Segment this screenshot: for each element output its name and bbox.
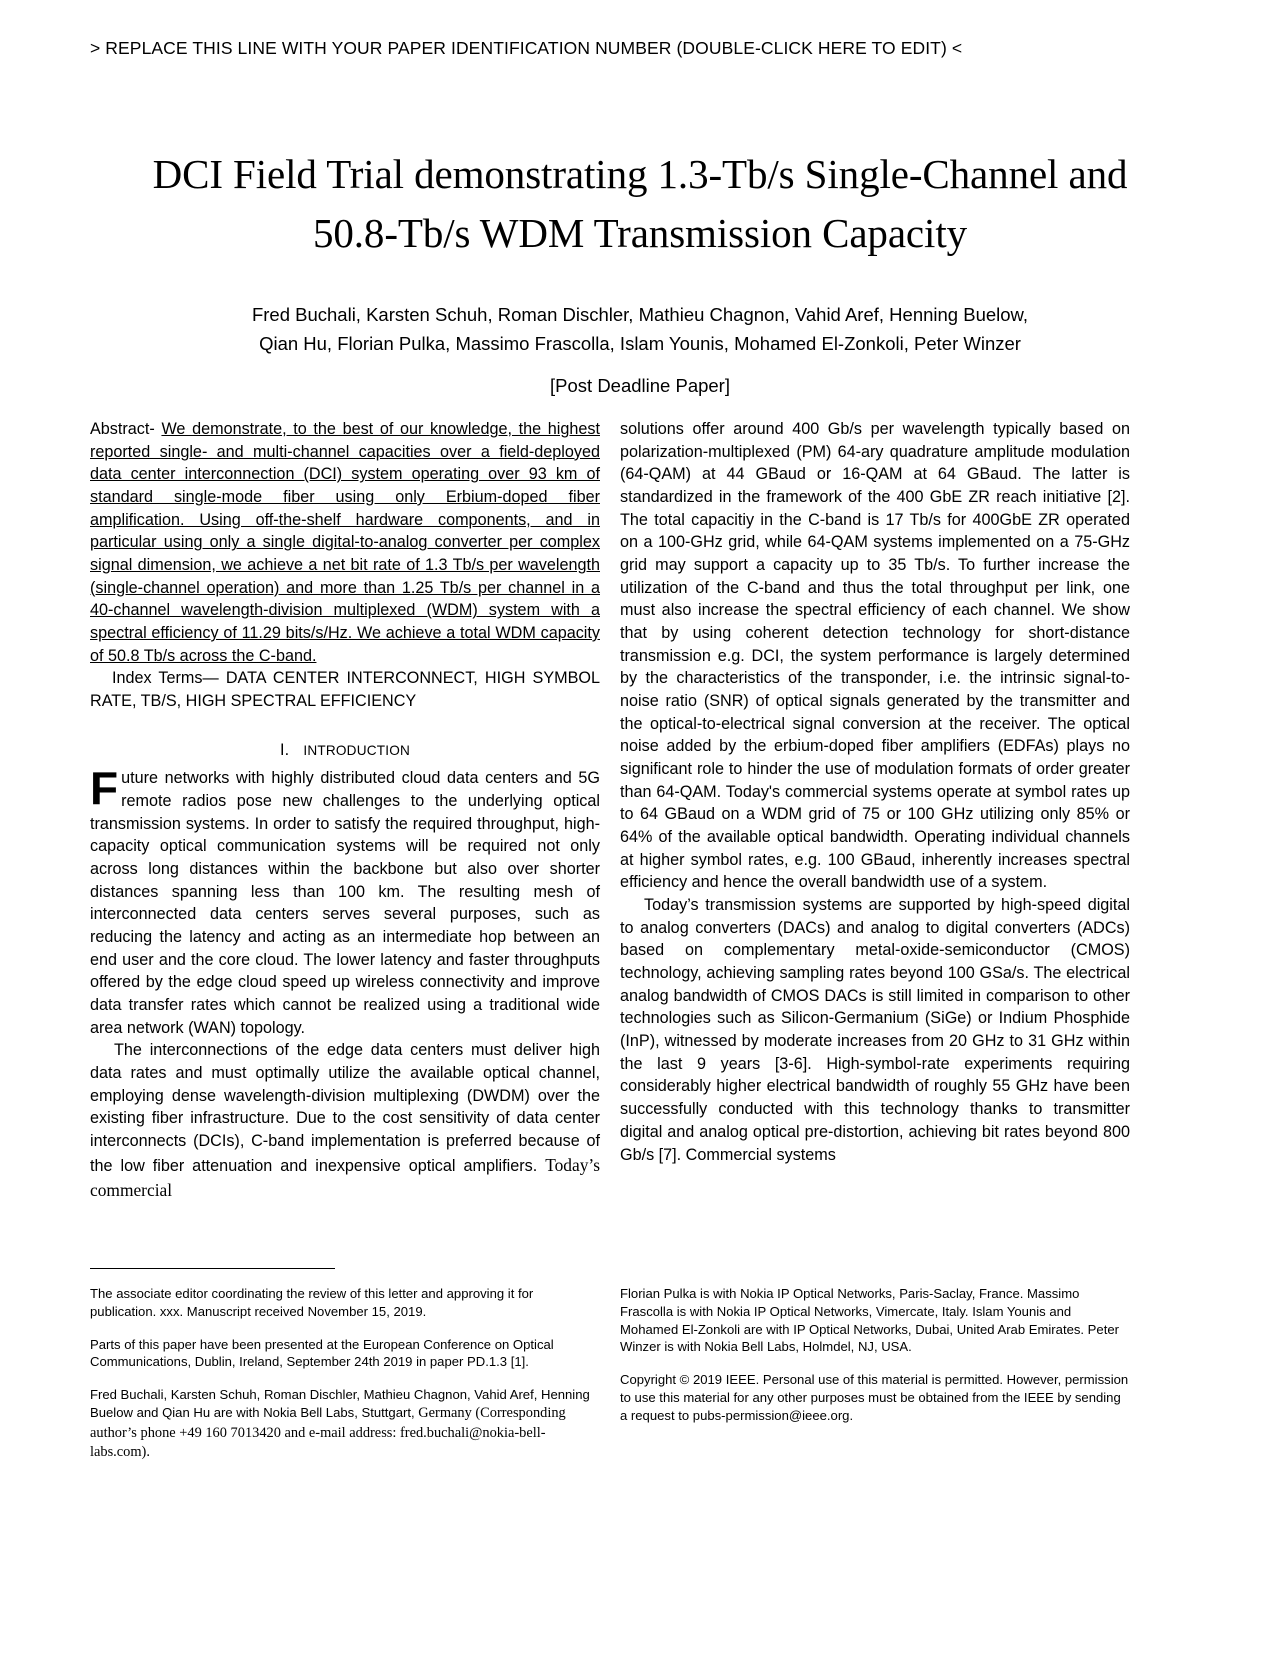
footnote-copyright: Copyright © 2019 IEEE. Personal use of this material is permitted. However, permission to use this material for any other purposes must be obtained from the IEEE by sending a request to pubs-permission@ieee.org. <box>620 1372 1129 1423</box>
page-title: DCI Field Trial demonstrating 1.3-Tb/s Single-Channel and 50.8-Tb/s WDM Transmission Capacity <box>152 151 1128 256</box>
section-title: INTRODUCTION <box>303 742 411 758</box>
section-heading-introduction <box>90 739 600 762</box>
left-column <box>90 418 600 1202</box>
right-column <box>620 418 1130 1166</box>
index-terms-text: DATA CENTER INTERCONNECT, HIGH SYMBOL RATE, TB/S, HIGH SPECTRAL EFFICIENCY <box>90 669 601 711</box>
intro-paragraph-2-text: The interconnections of the edge data centers must deliver high data rates and must optimally utilize the available optical channel, employing dense wavelength-division multiplexing (DWDM) over the existing fiber infrastructure. Due to the cost sensitivity of data center interconnects (DCIs), C-band implementation is preferred because of the low fiber attenuation and inexpensive optical amplifiers. <box>90 1041 600 1175</box>
footnote-author-affiliations-stuttgart <box>90 1386 600 1463</box>
intro-paragraph-1 <box>90 762 600 1039</box>
footnotes-right <box>620 1285 1130 1425</box>
intro-paragraph-2-tail: Today’s commercial <box>90 1154 600 1200</box>
footnote-separator-rule <box>90 1268 335 1269</box>
abstract-paragraph <box>90 418 600 667</box>
intro-paragraph-2 <box>90 1039 600 1202</box>
footnotes-left <box>90 1285 600 1463</box>
footnote-associate-editor: The associate editor coordinating the review of this letter and approving it for publication. xxx. Manuscript received November 15, 2019. <box>90 1286 534 1319</box>
post-deadline-label: [Post Deadline Paper] <box>550 375 730 396</box>
drop-cap: F <box>90 762 119 815</box>
abstract-text: We demonstrate, to the best of our knowledge, the highest reported single- and multi-channel capacities over a field-deployed data center interconnection (DCI) system operating over 93 km of standard single-mode fiber using only Erbium-doped fiber amplification. Using off-the-shelf hardware components, and in particular using only a single digital-to-analog converter per complex signal dimension, we achieve a net bit rate of 1.3 Tb/s per wavelength (single-channel operation) and more than 1.25 Tb/s per channel in a 40-channel wavelength-division multiplexed (WDM) system with a spectral efficiency of 11.29 bits/s/Hz. We achieve a total WDM capacity of 50.8 Tb/s across the C-band. <box>90 420 600 665</box>
right-paragraph-2: Today’s transmission systems are supported by high-speed digital to analog converters (DACs) and analog to digital converters (ADCs) based on complementary metal-oxide-semiconductor (CMOS) technology, achieving sampling rates beyond 100 GSa/s. The electrical analog bandwidth of CMOS DACs is still limited in comparison to other technologies such as Silicon-Germanium (SiGe) or Indium Phosphide (InP), witnessed by moderate increases from 20 GHz to 31 GHz within the last 9 years [3-6]. High-symbol-rate experiments requiring considerably higher electrical bandwidth of roughly 55 GHz have been successfully conducted with this technology thanks to transmitter digital and analog optical pre-distortion, achieving bit rates beyond 800 Gb/s [7]. Commercial systems <box>620 896 1130 1164</box>
abstract-label: Abstract- <box>90 420 162 438</box>
intro-paragraph-1-text: uture networks with highly distributed cloud data centers and 5G remote radios pose new challenges to the underlying optical transmission systems. In order to satisfy the required throughput, high-capacity optical communication systems will be required not only across long distances within the backbone but also over shorter distances spanning less than 100 km. The resulting mesh of interconnected data centers serves several purposes, such as reducing the latency and acting as an intermediate hop between an end user and the core cloud. The lower latency and faster throughputs offered by the edge cloud speed up wireless connectivity and improve data transfer rates which cannot be realized using a traditional wide area network (WAN) topology. <box>90 769 600 1037</box>
section-numeral: I. <box>279 740 290 759</box>
author-line-2: Qian Hu, Florian Pulka, Massimo Frascolla, Islam Younis, Mohamed El-Zonkoli, Peter Winzer <box>259 333 1021 355</box>
right-paragraph-1: solutions offer around 400 Gb/s per wavelength typically based on polarization-multiplexed (PM) 64-ary quadrature amplitude modulation (64-QAM) at 44 GBaud or 16-QAM at 64 GBaud. The latter is standardized in the framework of the 400 GbE ZR reach initiative [2]. The total capacitiy in the C-band is 17 Tb/s for 400GbE ZR operated on a 100-GHz grid, while 64-QAM systems implemented on a 75-GHz grid may support a capacity up to 35 Tb/s. To further increase the utilization of the C-band and thus the total throughput per link, one must also increase the spectral efficiency of each channel. We show that by using coherent detection technology for short-distance transmission e.g. DCI, the system performance is largely determined by the characteristics of the transponder, i.e. the intrinsic signal-to-noise ratio (SNR) of optical signals generated by the transmitter and the optical-to-electrical signal conversion at the receiver. The optical noise added by the erbium-doped fiber amplifiers (EDFAs) plays no significant role to hinder the use of modulation formats of order greater than 64-QAM. Today's commercial systems operate at symbol rates up to 64 GBaud on a WDM grid of 75 or 100 GHz utilizing only 85% or 64% of the available optical bandwidth. Operating individual channels at higher symbol rates, e.g. 100 GBaud, inherently increases spectral efficiency and hence the overall bandwidth use of a system. <box>620 420 1130 892</box>
footnote-prior-presentation: Parts of this paper have been presented at the European Conference on Optical Communications, Dublin, Ireland, September 24th 2019 in paper PD.1.3 [1]. <box>90 1336 554 1370</box>
footnote-author-affiliations-other: Florian Pulka is with Nokia IP Optical Networks, Paris-Saclay, France. Massimo Frascolla is with Nokia IP Optical Networks, Vimercate, Italy. Islam Younis and Mohamed El-Zonkoli are with IP Optical Networks, Dubai, United Arab Emirates. Peter Winzer is with Nokia Bell Labs, Holmdel, NJ, USA. <box>620 1286 1119 1355</box>
footnote-affiliation-text: Fred Buchali, Karsten Schuh, Roman Dischler, Mathieu Chagnon, Vahid Aref, Henning Buelow and Qian Hu are with Nokia Bell Labs, Stuttgart, <box>90 1387 590 1420</box>
author-list <box>140 300 1140 358</box>
footnote-contact-text: Germany (Corresponding author’s phone +49 160 7013420 and e-mail address: fred.buchali@nokia-bell-labs.com). <box>90 1404 566 1461</box>
author-line-1: Fred Buchali, Karsten Schuh, Roman Dischler, Mathieu Chagnon, Vahid Aref, Henning Buelow, <box>251 304 1029 325</box>
index-terms-label: Index Terms— <box>112 669 226 688</box>
index-terms-paragraph <box>90 667 600 712</box>
running-header: > REPLACE THIS LINE WITH YOUR PAPER IDENTIFICATION NUMBER (DOUBLE-CLICK HERE TO EDIT) < <box>90 38 963 58</box>
